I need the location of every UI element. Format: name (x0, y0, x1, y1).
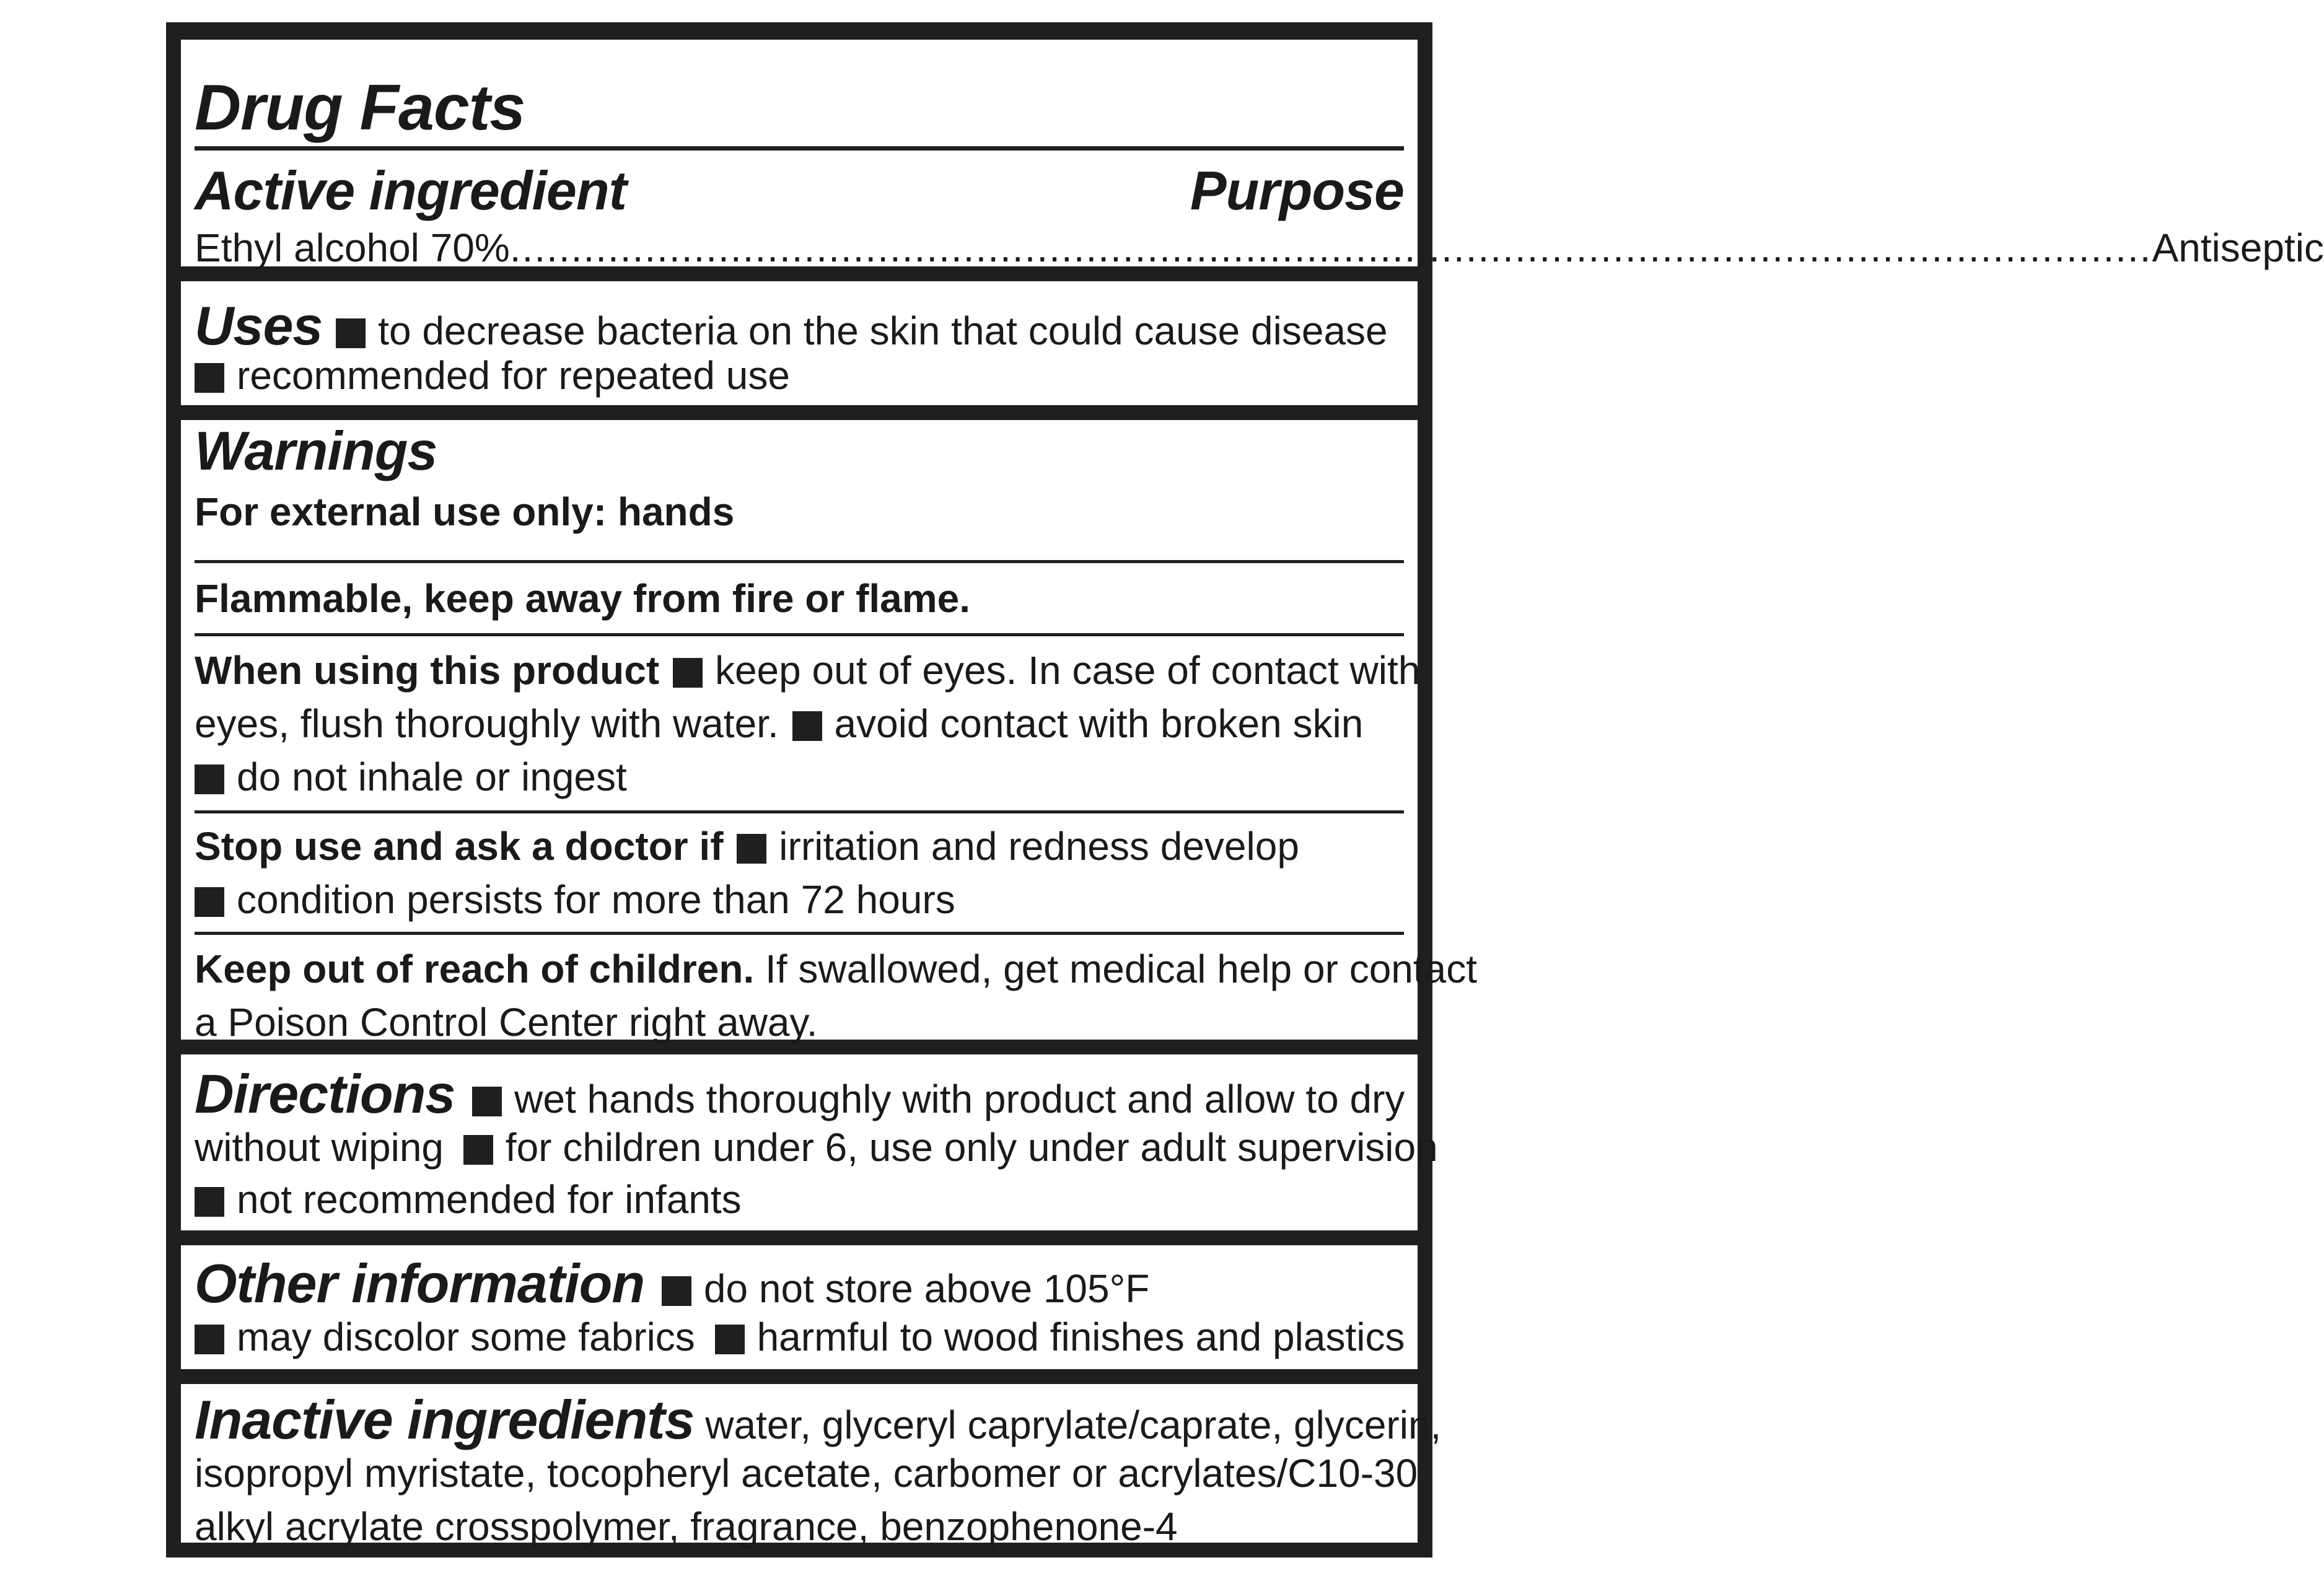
directions-item: without wiping (195, 1125, 444, 1170)
purpose-heading: Purpose (1190, 160, 1404, 221)
drug-facts-title: Drug Facts (195, 72, 525, 144)
ingredient-purpose: Antiseptic (2152, 226, 2324, 270)
stop-use-line-1 (195, 819, 1404, 874)
other-info-line-1 (195, 1253, 1404, 1316)
bullet-square-icon (463, 1135, 493, 1165)
warnings-divider (195, 560, 1404, 563)
directions-line-3 (195, 1172, 1404, 1227)
bullet-square-icon (195, 887, 224, 917)
warnings-section (181, 420, 1478, 1045)
inactive-ingredients-heading: Inactive ingredients (195, 1389, 695, 1450)
bullet-square-icon (472, 1087, 502, 1116)
bullet-square-icon (195, 363, 224, 393)
other-info-line-2 (195, 1310, 1404, 1364)
bullet-square-icon (195, 765, 224, 794)
inactive-ingredients-section (181, 1384, 1442, 1549)
title-divider (195, 146, 1404, 151)
ingredient-name: Ethyl alcohol 70% (195, 226, 510, 270)
directions-section (181, 1054, 1438, 1230)
bullet-square-icon (737, 834, 766, 864)
directions-line-1 (195, 1063, 1405, 1126)
keep-out-line-1 (195, 942, 1478, 996)
other-information-heading: Other information (195, 1253, 645, 1314)
uses-line-2 (195, 348, 1404, 403)
drug-facts-panel (166, 22, 2324, 1558)
when-using-line-3 (195, 750, 1404, 804)
bullet-square-icon (195, 1187, 224, 1217)
stop-use-item: condition persists for more than 72 hours (237, 877, 955, 922)
active-ingredient-heading: Active ingredient (195, 160, 626, 221)
stop-use-item: irritation and redness develop (779, 824, 1299, 869)
keep-out-line-2: a Poison Control Center right away. (195, 1000, 818, 1045)
keep-out-heading: Keep out of reach of children. (195, 947, 755, 991)
when-using-item: keep out of eyes. In case of contact with (714, 648, 1421, 693)
when-using-item: eyes, flush thoroughly with water. (195, 701, 779, 746)
when-using-line-1 (195, 643, 1421, 698)
bullet-square-icon (195, 1325, 224, 1354)
active-heading-row (195, 160, 1404, 222)
uses-section (181, 281, 1418, 405)
bullet-square-icon (715, 1325, 745, 1354)
inactive-line-3: alkyl acrylate crosspolymer, fragrance, benzophenone-4 (195, 1504, 1178, 1549)
inactive-line-1 (195, 1389, 1442, 1452)
directions-item: wet hands thoroughly with product and allow to dry (514, 1077, 1405, 1121)
when-using-heading: When using this product (195, 648, 660, 693)
uses-item: recommended for repeated use (237, 353, 790, 398)
directions-item: not recommended for infants (237, 1177, 742, 1222)
warnings-divider (195, 810, 1404, 813)
other-info-item: may discolor some fabrics (237, 1315, 695, 1359)
ingredient-row (195, 221, 2324, 275)
bullet-square-icon (336, 318, 366, 348)
when-using-item: do not inhale or ingest (237, 755, 627, 799)
when-using-line-2 (195, 696, 1404, 751)
other-info-item: harmful to wood finishes and plastics (756, 1315, 1405, 1359)
bullet-square-icon (673, 658, 703, 688)
uses-heading: Uses (195, 295, 323, 356)
dot-leader: ...................................................................................................................................... (509, 226, 2152, 270)
bullet-square-icon (662, 1276, 691, 1306)
inactive-line-2: isopropyl myristate, tocopheryl acetate, carbomer or acrylates/C10-30 (195, 1451, 1418, 1496)
flammable-text: Flammable, keep away from fire or flame. (195, 576, 971, 621)
stop-use-heading: Stop use and ask a doctor if (195, 824, 724, 869)
stop-use-line-2 (195, 872, 1404, 927)
directions-heading: Directions (195, 1063, 455, 1124)
keep-out-text: If swallowed, get medical help or contact (754, 947, 1478, 991)
inactive-text: water, glyceryl caprylate/caprate, glycerin, (694, 1403, 1442, 1447)
directions-item: for children under 6, use only under adult supervision (505, 1125, 1438, 1170)
bullet-square-icon (792, 711, 822, 741)
directions-line-2 (195, 1120, 1438, 1175)
warnings-divider (195, 633, 1404, 636)
warnings-heading: Warnings (195, 420, 437, 481)
active-ingredient-section (181, 40, 2324, 270)
other-information-section (181, 1245, 1418, 1369)
uses-item: to decrease bacteria on the skin that could cause disease (378, 309, 1388, 353)
external-use-text: For external use only: hands (195, 489, 735, 534)
warnings-divider (195, 932, 1404, 935)
when-using-item: avoid contact with broken skin (834, 701, 1364, 746)
other-info-item: do not store above 105°F (703, 1266, 1150, 1311)
